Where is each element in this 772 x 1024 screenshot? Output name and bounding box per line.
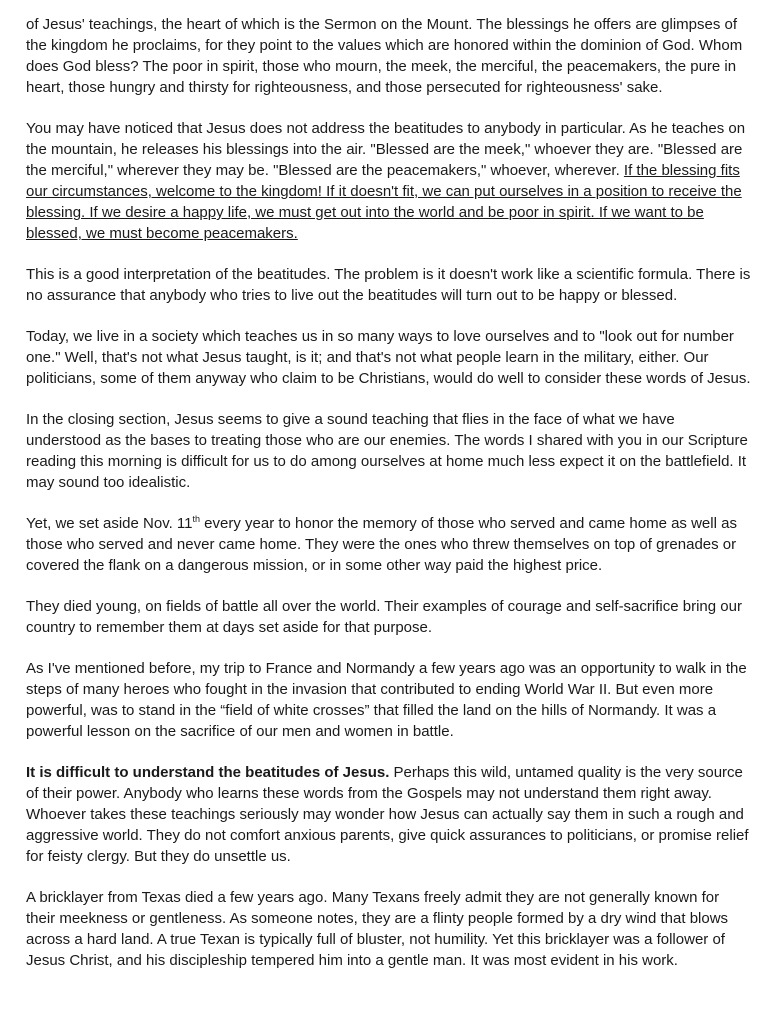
paragraph-interpretation — [26, 264, 752, 306]
paragraph-beatitudes-intro — [26, 14, 752, 98]
paragraph-nov-11 — [26, 513, 752, 576]
paragraph-blessings-in-air — [26, 118, 752, 244]
paragraph-bricklayer — [26, 887, 752, 971]
paragraph-enemies — [26, 409, 752, 493]
paragraph-society — [26, 326, 752, 389]
ordinal-superscript: th — [192, 514, 201, 524]
paragraph-text: They died young, on fields of battle all over the world. Their examples of courage and self-sacrifice bring our country to remember them at days set aside for that purpose. — [26, 598, 742, 636]
bold-lead-sentence: It is difficult to understand the beatitudes of Jesus. — [26, 764, 390, 781]
paragraph-text: of Jesus' teachings, the heart of which is the Sermon on the Mount. The blessings he offers are glimpses of the kingdom he proclaims, for they point to the values which are honored within the dominion of God. Whom does God bless? The poor in spirit, those who mourn, the meek, the merciful, the peacemakers, the pure in heart, those hungry and thirsty for righteousness, and those persecuted for righteousness' sake. — [26, 16, 743, 96]
paragraph-normandy — [26, 658, 752, 742]
document-page — [26, 14, 752, 991]
paragraph-text: Today, we live in a society which teaches us in so many ways to love ourselves and to "look out for number one." Well, that's not what Jesus taught, is it; and that's not what people learn in the military, either. Our politicians, some of them anyway who claim to be Christians, would do well to consider these words of Jesus. — [26, 328, 751, 387]
underlined-text: If the blessing fits our circumstances, welcome to the kingdom! If it doesn't fit, we can put ourselves in a position to receive the blessing. If we desire a happy life, we must get out into the world and be poor in spirit. If we want to be blessed, we must become peacemakers. — [26, 162, 742, 242]
paragraph-text: This is a good interpretation of the beatitudes. The problem is it doesn't work like a scientific formula. There is no assurance that anybody who tries to live out the beatitudes will turn out to be happy or blessed. — [26, 266, 751, 304]
paragraph-text: Yet, we set aside Nov. 11 — [26, 515, 193, 532]
paragraph-text: Perhaps this wild, untamed quality is the very source of their power. Anybody who learns these words from the Gospels may not understand them right away. Whoever takes these teachings seriously may wonder how Jesus can actually say them in such a rough and aggressive world. They do not comfort anxious parents, give quick assurances to politicians, or promise relief for feisty clergy. But they do unsettle us. — [26, 764, 749, 865]
paragraph-text: You may have noticed that Jesus does not address the beatitudes to anybody in particular. As he teaches on the mountain, he releases his blessings into the air. "Blessed are the meek," whoever they are. "Blessed are the merciful," wherever they may be. "Blessed are the peacemakers," whoever, wherever. — [26, 120, 746, 179]
paragraph-difficult — [26, 762, 752, 867]
paragraph-text: As I've mentioned before, my trip to France and Normandy a few years ago was an opportunity to walk in the steps of many heroes who fought in the invasion that contributed to ending World War II. But even more powerful, was to stand in the “field of white crosses” that filled the land on the hills of Normandy. It was a powerful lesson on the sacrifice of our men and women in battle. — [26, 660, 747, 740]
paragraph-text: A bricklayer from Texas died a few years ago. Many Texans freely admit they are not generally known for their meekness or gentleness. As someone notes, they are a flinty people formed by a dry wind that blows across a hard land. A true Texan is typically full of bluster, not humility. Yet this bricklayer was a follower of Jesus Christ, and his discipleship tempered him into a gentle man. It was most evident in his work. — [26, 889, 729, 969]
paragraph-text: In the closing section, Jesus seems to give a sound teaching that flies in the face of what we have understood as the bases to treating those who are our enemies. The words I shared with you in our Scripture reading this morning is difficult for us to do among ourselves at home much less expect it on the battlefield. It may sound too idealistic. — [26, 411, 748, 491]
paragraph-text: every year to honor the memory of those who served and came home as well as those who served and never came home. They were the ones who threw themselves on top of grenades or covered the flank on a dangerous mission, or in some other way paid the highest price. — [26, 515, 737, 574]
paragraph-died-young — [26, 596, 752, 638]
